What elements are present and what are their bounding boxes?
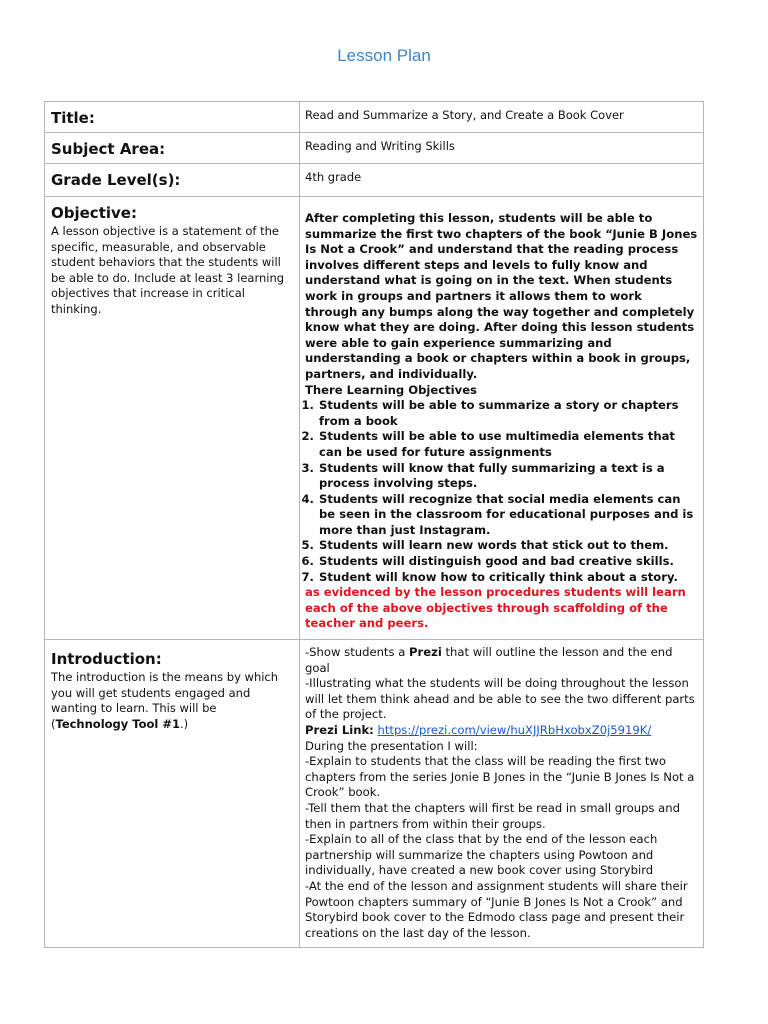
list-item: 4. Students will recognize that social media elements can be seen in the classroom for educational purposes and is more than just Instagram. (318, 492, 698, 539)
objective-intro: After completing this lesson, students will be able to summarize the first two chapters of the book “Junie B Jones Is Not a Crook” and understand that the reading process involves different steps and levels to fully know and understand what is going on in the text. When students work in groups and partners it allows them to work through any bumps along the way together and completely know what they are doing. After doing this lesson students were able to gain experience summarizing and understanding a book or chapters within a book in groups, partners, and individually. (305, 211, 698, 381)
list-item: 1. Students will be able to summarize a story or chapters from a book (318, 398, 698, 429)
prezi-link[interactable]: https://prezi.com/view/huXJJRbHxobxZ0j5919K/ (377, 722, 652, 737)
intro-line-1 (305, 645, 698, 676)
intro-line-6: -Explain to all of the class that by the end of the lesson each partnership will summarize the chapters using Powtoon and individually, have created a new book cover using Storybird (305, 832, 658, 878)
introduction-description-text: The introduction is the means by which you will get students engaged and wanting to learn. This will be ( (51, 670, 279, 731)
intro-line-1-end: that will outline the lesson and the end goal (305, 645, 673, 675)
objective-label-cell (45, 197, 300, 640)
intro-line-5: -Tell them that the chapters will first be read in small groups and then in partners from within their groups. (305, 800, 680, 831)
intro-line-2: -Illustrating what the students will be doing throughout the lesson will let them think ahead and be able to see the two different parts of the project. (305, 676, 695, 722)
list-item: 3. Students will know that fully summarizing a text is a process involving steps. (318, 461, 698, 492)
table-row (45, 640, 704, 948)
list-item: 2. Students will be able to use multimedia elements that can be used for future assignments (318, 429, 698, 460)
grade-label: Grade Level(s): (51, 171, 181, 189)
table-row (45, 164, 704, 197)
grade-label-cell (45, 164, 300, 197)
intro-line-3: During the presentation I will: (305, 738, 478, 753)
intro-line-7: -At the end of the lesson and assignment students will share their Powtoon chapters summary of “Junie B Jones Is Not a Crook” and Storybird book cover to the Edmodo class page and present their creations on the last day of the lesson. (305, 878, 688, 940)
list-item: 5. Students will learn new words that stick out to them. (318, 538, 698, 554)
introduction-label-cell (45, 640, 300, 948)
title-label-cell (45, 102, 300, 133)
prezi-link-row (305, 723, 698, 739)
page-title: Lesson Plan (337, 46, 431, 65)
title-value: Read and Summarize a Story, and Create a Book Cover (305, 108, 624, 122)
introduction-content-cell (300, 640, 704, 948)
introduction-label: Introduction: (51, 650, 162, 668)
objective-content (300, 197, 703, 638)
grade-value: 4th grade (305, 170, 362, 184)
subject-label: Subject Area: (51, 140, 166, 158)
introduction-description (45, 668, 299, 736)
objective-description: A lesson objective is a statement of the specific, measurable, and observable student behaviors that the students will be able to do. Include at least 3 learning objectives that increase in critical thinking. (51, 224, 285, 316)
objective-list-heading: There Learning Objectives (305, 382, 477, 397)
objective-label: Objective: (51, 204, 137, 222)
subject-value: Reading and Writing Skills (305, 139, 455, 153)
introduction-description-end: .) (179, 716, 189, 731)
technology-tool-label: Technology Tool #1 (55, 716, 180, 731)
title-label: Title: (51, 109, 95, 127)
subject-value-cell (300, 133, 704, 164)
objective-evidence: as evidenced by the lesson procedures students will learn each of the above objectives through scaffolding of the teacher and peers. (305, 585, 686, 631)
prezi-link-label: Prezi Link: (305, 722, 374, 737)
prezi-bold: Prezi (409, 645, 442, 659)
table-row (45, 102, 704, 133)
objective-content-cell (300, 197, 704, 640)
lesson-plan-table (44, 101, 704, 948)
list-item: 7. Student will know how to critically think about a story. (318, 570, 698, 586)
grade-value-cell (300, 164, 704, 197)
introduction-content (300, 640, 703, 947)
objective-list (305, 398, 698, 585)
table-row (45, 133, 704, 164)
list-item: 6. Students will distinguish good and bad creative skills. (318, 554, 698, 570)
subject-label-cell (45, 133, 300, 164)
table-row (45, 197, 704, 640)
intro-line-4: -Explain to students that the class will be reading the first two chapters from the series Jonie B Jones in the “Junie B Jones Is Not a Crook” book. (305, 754, 695, 800)
title-value-cell (300, 102, 704, 133)
intro-line-1-text: -Show students a (305, 645, 409, 659)
